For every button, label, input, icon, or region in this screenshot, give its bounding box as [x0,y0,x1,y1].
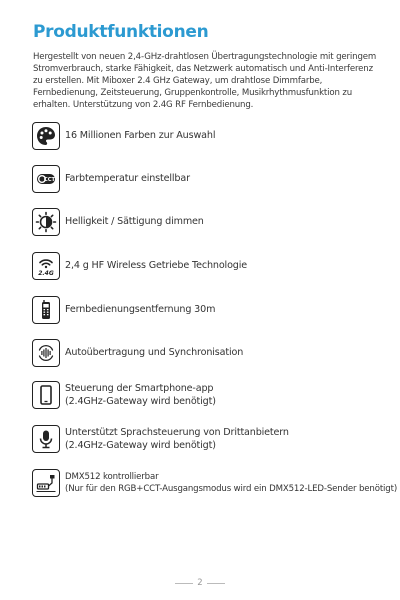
wireless-2-4g-icon [32,252,60,280]
feature-item-remote [32,296,392,326]
feature-text [65,471,397,495]
feature-item-cct [32,165,392,195]
intro-paragraph: Hergestellt von neuen 2,4-GHz-drahtlosen Übertragungstechnologie mit geringem Stromverbrauch, starke Fähigkeit, das Netzwerk automatisch und Anti-Interferenz zu erstellen. Mit Miboxer 2.4 GHz Gateway, um drahtlose Dimmfarbe, Fernbedienung, Zeitsteuerung, Gruppenkontrolle, Musikrhythmusfunktion zu erhalten. Unterstützung von 2.4G RF Fernbedienung. [33,52,377,110]
smartphone-icon [32,381,60,409]
page-title: Produktfunktionen [33,22,209,42]
remote-control-icon [32,296,60,324]
feature-text: Farbtemperatur einstellbar [65,173,190,184]
cct-icon-label: CCT [43,177,56,183]
feature-item-wireless [32,252,392,282]
feature-text: 16 Millionen Farben zur Auswahl [65,130,216,141]
page-number: 2 [197,578,203,588]
microphone-icon [32,425,60,453]
palette-icon [32,122,60,150]
feature-item-smartphone [32,381,392,411]
brightness-icon [32,208,60,236]
feature-item-dmx [32,469,398,499]
feature-text [65,382,216,408]
feature-item-colors [32,122,392,152]
feature-text-line1: DMX512 kontrollierbar [65,472,159,482]
feature-text [65,426,289,452]
feature-text-line2: (2.4GHz-Gateway wird benötigt) [65,396,216,407]
feature-text: Helligkeit / Sättigung dimmen [65,216,204,227]
feature-text-line1: Steuerung der Smartphone-app [65,383,214,394]
feature-item-sync [32,339,392,369]
footer-rule-left [175,583,193,584]
feature-text: Fernbedienungsentfernung 30m [65,304,216,315]
feature-text: Autoübertragung und Synchronisation [65,347,244,358]
feature-item-brightness [32,208,392,238]
dmx-icon [32,469,60,497]
feature-text-line1: Unterstützt Sprachsteuerung von Drittanbietern [65,427,289,438]
cct-icon [32,165,60,193]
sync-icon [32,339,60,367]
feature-text-line2: (Nur für den RGB+CCT-Ausgangsmodus wird ein DMX512-LED-Sender benötigt) [65,484,398,494]
feature-text: 2,4 g HF Wireless Getriebe Technologie [65,260,248,271]
page-footer [0,578,400,588]
footer-rule-right [207,583,225,584]
feature-item-voice [32,425,392,455]
feature-text-line2: (2.4GHz-Gateway wird benötigt) [65,440,216,451]
wireless-icon-label: 2.4G [38,270,54,277]
